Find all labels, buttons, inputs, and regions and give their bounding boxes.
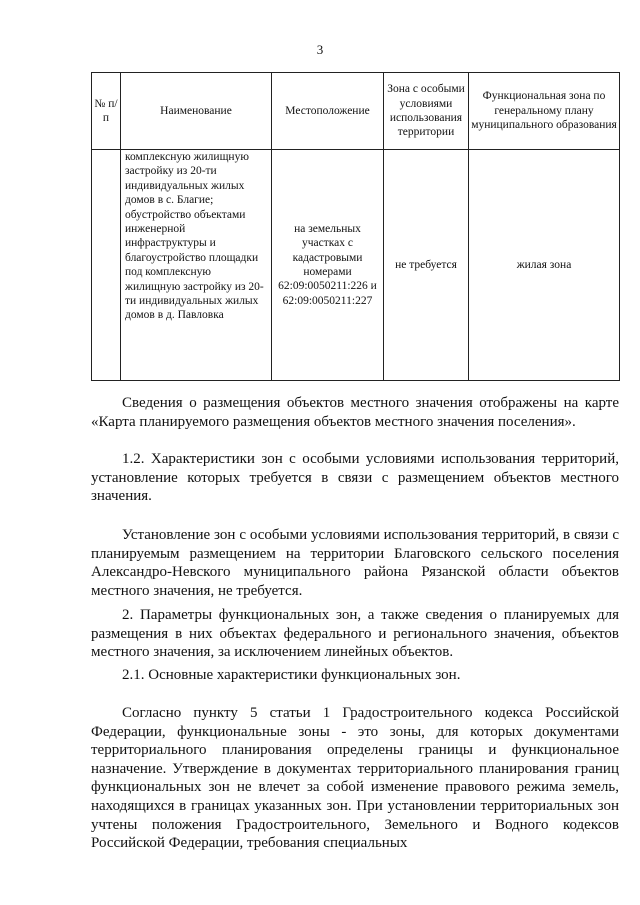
header-name: Наименование <box>121 73 272 150</box>
header-zone: Зона с особыми условиями использования территории <box>384 73 469 150</box>
cell-name <box>121 150 272 381</box>
header-location: Местоположение <box>272 73 384 150</box>
page-number: 3 <box>316 42 324 57</box>
section-heading-2-1 <box>91 666 619 685</box>
cell-zone: не требуется <box>384 150 469 381</box>
header-num: № п/п <box>92 73 121 150</box>
section-heading-2 <box>91 606 619 662</box>
paragraph-map-info <box>91 394 619 431</box>
cell-functional-zone: жилая зона <box>469 150 620 381</box>
objects-table <box>91 72 620 381</box>
cell-location: на земельных участках с кадастровыми номерами 62:09:0050211:226 и 62:09:0050211:227 <box>272 150 384 381</box>
paragraph: Установление зон с особыми условиями использования территорий, в связи с планируемым размещением на территории Благовского сельского поселения Александро-Невского муниципального района Рязанской области объектов местного значения, не требуется. <box>91 527 619 599</box>
paragraph-functional-zones <box>91 704 619 853</box>
section-heading-1-2 <box>91 450 619 506</box>
paragraph-zones-not-required <box>91 526 619 600</box>
paragraph: Согласно пункту 5 статьи 1 Градостроительного кодекса Российской Федерации, функциональные зоны - это зоны, для которых документами территориального планирования определены границы и функциональное назначение. Утверждение в документах территориального планирования границ функциональных зон не влечет за собой изменение правового режима земель, находящихся в границах указанных зон. При установлении территориальных зон учтены положения Градостроительного, Земельного и Водного кодексов Российской Федерации, требования специальных <box>91 705 619 852</box>
paragraph: 1.2. Характеристики зон с особыми условиями использования территорий, установление которых требуется в связи с размещением объектов местного значения. <box>91 451 619 505</box>
table-header-row <box>92 73 620 150</box>
name-item: комплексную жилищную застройку из 20-ти индивидуальных жилых домов в с. Благие; <box>125 151 249 207</box>
paragraph: 2.1. Основные характеристики функциональных зон. <box>122 667 461 683</box>
name-item: обустройство объектами инженерной инфраструктуры и благоустройство площадки под комплексную жилищную застройку из 20-ти индивидуальных жилых домов в д. Павловка <box>125 208 264 322</box>
paragraph: Сведения о размещения объектов местного значения отображены на карте «Карта планируемого размещения объектов местного значения поселения». <box>91 395 619 430</box>
paragraph: 2. Параметры функциональных зон, а также сведения о планируемых для размещения в них объектах федерального и регионального значения, объектов местного значения, за исключением линейных объектов. <box>91 607 619 661</box>
table-row <box>92 150 620 381</box>
cell-num <box>92 150 121 381</box>
header-functional-zone: Функциональная зона по генеральному плану муниципального образования <box>469 73 620 150</box>
